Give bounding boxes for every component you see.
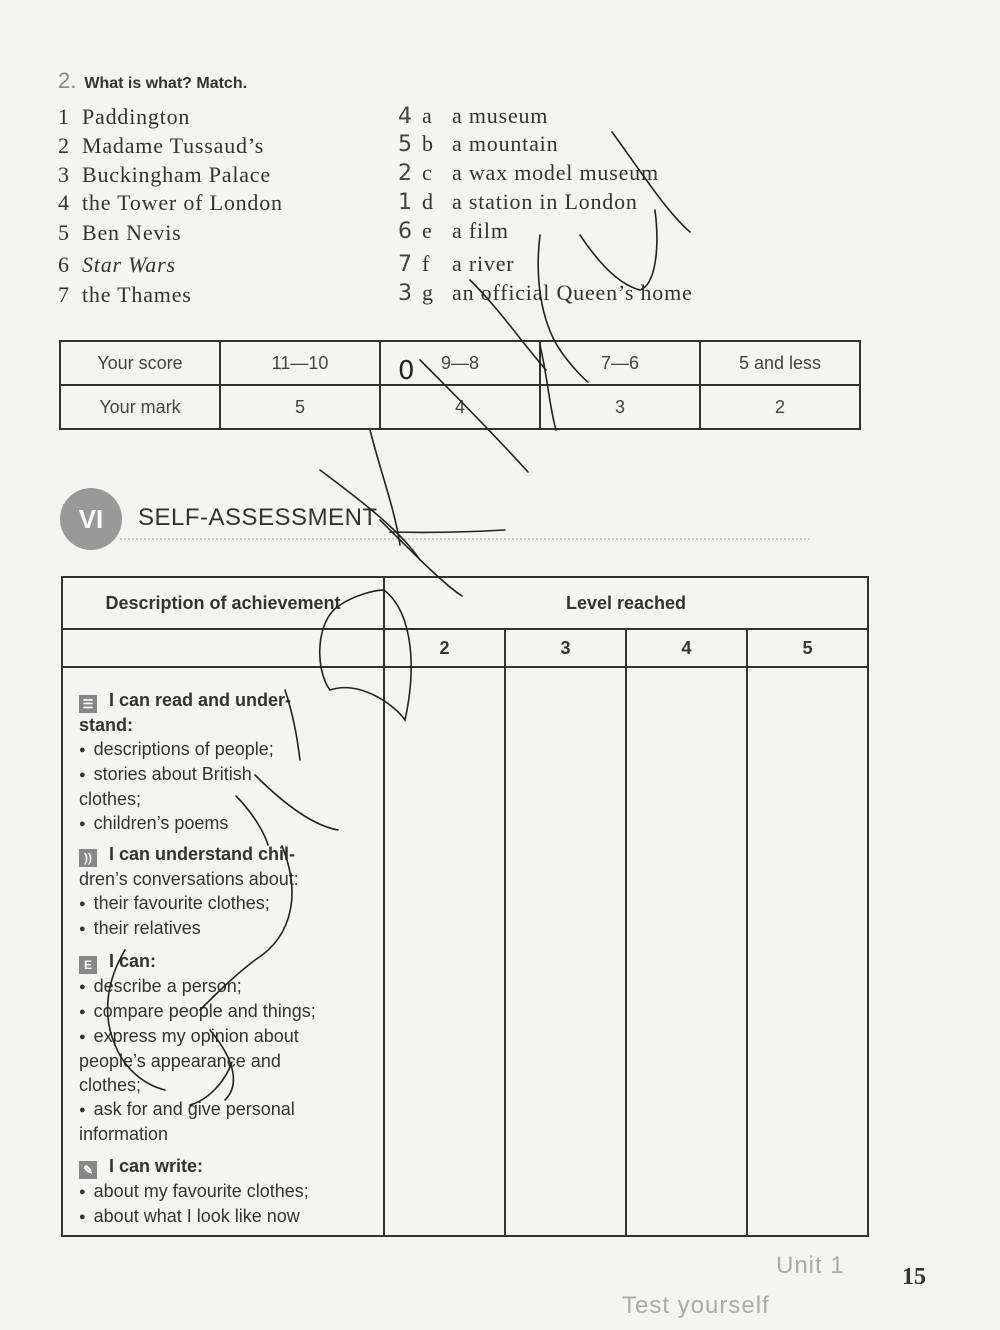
section-label: Test yourself — [622, 1292, 770, 1319]
skill-speaking: E I can: — [79, 949, 369, 974]
table-cell: 11—10 — [220, 341, 380, 385]
level-cell[interactable] — [505, 667, 626, 1236]
speech-icon: E — [79, 956, 97, 974]
pen-icon: ✎ — [79, 1161, 97, 1179]
handwritten-score: 0 — [398, 356, 415, 386]
assessment-table — [61, 576, 869, 1237]
table-row — [60, 341, 860, 385]
level-cell[interactable] — [626, 667, 747, 1236]
list-item: ● compare people and things; — [79, 999, 369, 1024]
right-option: 2 c a wax model museum — [398, 160, 659, 186]
list-item: clothes; — [79, 1075, 142, 1095]
level-column: 2 — [384, 629, 505, 667]
table-header-row — [62, 577, 868, 629]
table-cell: 2 — [700, 385, 860, 429]
list-item: people’s appearance and — [79, 1051, 281, 1071]
page-number: 15 — [902, 1264, 926, 1290]
left-item: 7 the Thames — [58, 282, 192, 307]
right-option: 5 b a mountain — [398, 131, 559, 157]
list-item: clothes; — [79, 789, 142, 809]
list-item: ● their relatives — [79, 916, 369, 941]
left-item: 4 the Tower of London — [58, 190, 283, 215]
level-column: 4 — [626, 629, 747, 667]
level-header: Level reached — [384, 577, 868, 629]
table-cell: 5 — [220, 385, 380, 429]
exercise-number: 2. — [58, 68, 77, 93]
right-option: 6 e a film — [398, 218, 509, 244]
left-item: 2 Madame Tussaud’s — [58, 133, 265, 158]
table-cell: 4 — [380, 385, 540, 429]
list-item: ● express my opinion about — [79, 1024, 369, 1049]
skill-writing: ✎ I can write: — [79, 1154, 369, 1179]
list-item: ● their favourite clothes; — [79, 891, 369, 916]
list-item: ● describe a person; — [79, 974, 369, 999]
section-title: SELF-ASSESSMENT — [138, 504, 378, 531]
level-cell[interactable] — [384, 667, 505, 1236]
handwritten-answer: 4 — [398, 104, 413, 129]
table-cell: 7—6 — [540, 341, 700, 385]
table-cell — [62, 629, 384, 667]
skill-listening: )) I can understand chil- — [79, 842, 369, 867]
table-cell: 9—8 — [380, 341, 540, 385]
achievement-description: ☰ I can read and under- stand: ● descriptions of people; ● stories about British clothes; ● children’s poems )) I can understand chil- dren’s conversations about: ● their favourite clothes; ● their relatives E I can: ● describe a person; ● compare people and things; ● express my opinion about people’s appearance and clothes; ● ask for and give personal information ✎ I can write: ● about my favourite clothes; ● about what I look like now — [62, 667, 384, 1236]
skill-reading: ☰ I can read and under- — [79, 688, 369, 713]
left-item: 3 Buckingham Palace — [58, 162, 271, 187]
level-cell[interactable] — [747, 667, 868, 1236]
unit-label: Unit 1 — [776, 1252, 845, 1279]
section-badge: VI — [60, 488, 122, 550]
score-table — [59, 340, 861, 430]
right-option: 7 f a river — [398, 251, 515, 277]
list-item: ● children’s poems — [79, 811, 369, 836]
table-cell: Your score — [60, 341, 220, 385]
exercise-instruction: What is what? Match. — [84, 75, 248, 92]
list-item: ● descriptions of people; — [79, 737, 369, 762]
handwritten-answer: 2 — [398, 161, 413, 186]
right-option: 1 d a station in London — [398, 189, 638, 215]
list-item: ● ask for and give personal — [79, 1097, 369, 1122]
handwritten-answer: 7 — [398, 252, 413, 277]
handwritten-answer: 6 — [398, 219, 413, 244]
list-item: ● stories about British — [79, 762, 369, 787]
book-icon: ☰ — [79, 695, 97, 713]
level-column: 3 — [505, 629, 626, 667]
divider — [120, 538, 810, 540]
handwritten-answer: 3 — [398, 281, 413, 306]
left-item: 6 Star Wars — [58, 252, 176, 277]
level-column: 5 — [747, 629, 868, 667]
list-item: ● about what I look like now — [79, 1204, 369, 1229]
handwritten-answer: 5 — [398, 132, 413, 157]
table-cell: 3 — [540, 385, 700, 429]
description-header: Description of achievement — [62, 577, 384, 629]
right-option: 4 a a museum — [398, 103, 549, 129]
right-option: 3 g an official Queen’s home — [398, 280, 693, 306]
table-cell: Your mark — [60, 385, 220, 429]
table-row — [60, 385, 860, 429]
exercise-heading — [58, 68, 247, 94]
table-header-row — [62, 629, 868, 667]
left-item: 5 Ben Nevis — [58, 220, 182, 245]
speaker-icon: )) — [79, 849, 97, 867]
list-item: ● about my favourite clothes; — [79, 1179, 369, 1204]
handwritten-answer: 1 — [398, 190, 413, 215]
left-item: 1 Paddington — [58, 104, 191, 129]
list-item: information — [79, 1124, 169, 1144]
table-row — [62, 667, 868, 1236]
table-cell: 5 and less — [700, 341, 860, 385]
